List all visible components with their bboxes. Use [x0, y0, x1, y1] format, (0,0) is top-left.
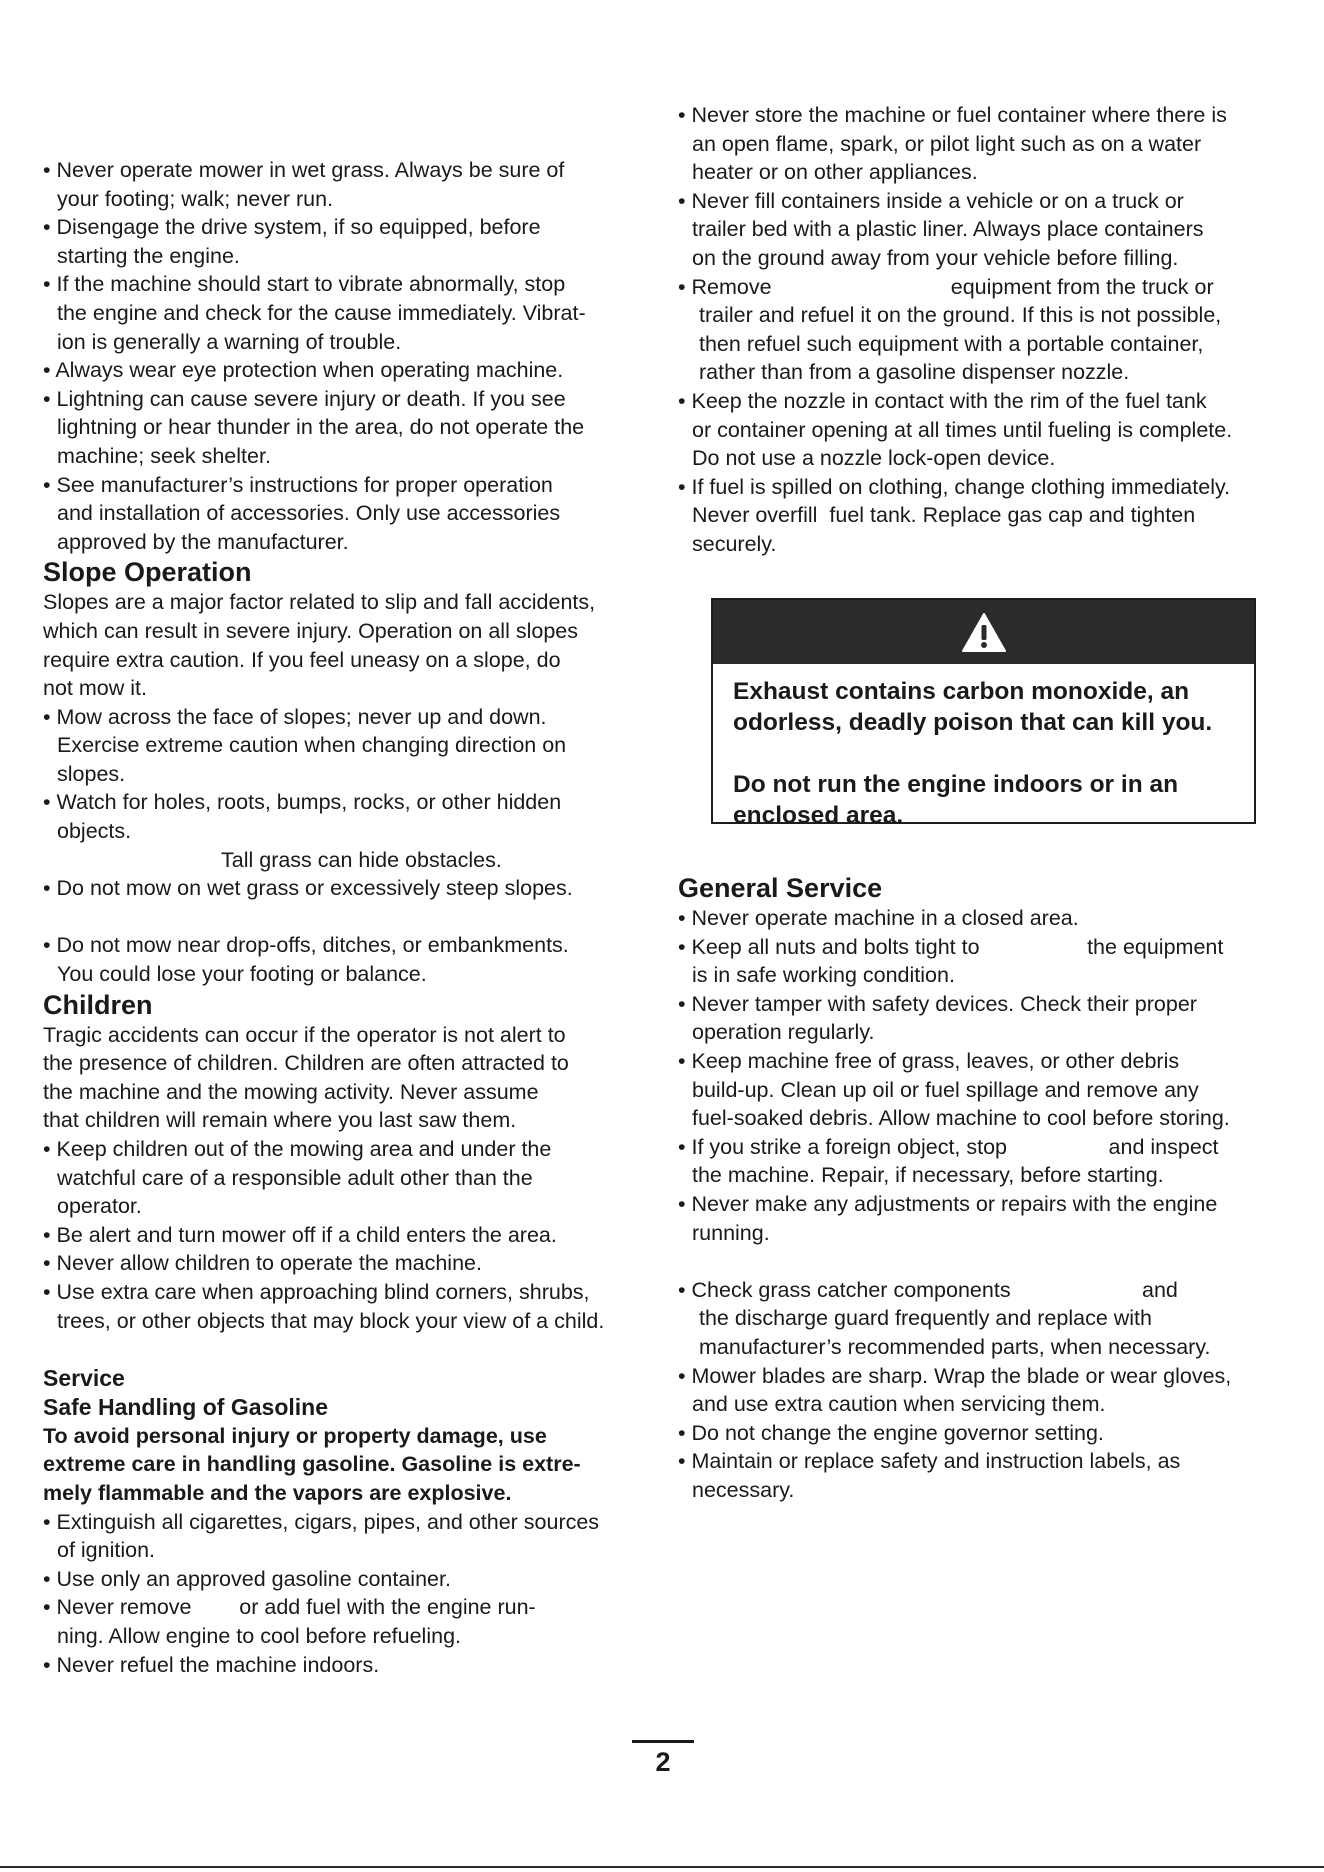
bullet-line: • Keep machine free of grass, leaves, or other debris: [678, 1048, 1180, 1073]
section-heading: General Service: [678, 873, 883, 903]
text-line: trailer and refuel it on the ground. If this is not possible,: [699, 303, 1222, 328]
bullet-line: • Never remove or add fuel with the engine run-: [43, 1595, 536, 1620]
text-line: operator.: [57, 1194, 142, 1219]
text-line: operation regularly.: [692, 1020, 875, 1045]
bullet-line: • Do not change the engine governor setting.: [678, 1420, 1104, 1445]
bullet-line: • If you strike a foreign object, stop and inspect: [678, 1134, 1219, 1159]
right-column-bottom: [678, 872, 1314, 1504]
text-line: the engine and check for the cause immediately. Vibrat-: [57, 300, 586, 325]
bullet-line: • Never allow children to operate the machine.: [43, 1251, 482, 1276]
warning-line: [733, 738, 1254, 769]
text-line: Tragic accidents can occur if the operator is not alert to: [43, 1022, 566, 1047]
bullet-line: • Use extra care when approaching blind corners, shrubs,: [43, 1279, 590, 1304]
bullet-line: • Lightning can cause severe injury or death. If you see: [43, 386, 566, 411]
text-line: approved by the manufacturer.: [57, 529, 349, 554]
warning-text: [713, 664, 1254, 831]
subsection-heading: Safe Handling of Gasoline: [43, 1393, 328, 1420]
text-line: not mow it.: [43, 676, 147, 701]
bold-text-line: extreme care in handling gasoline. Gasoline is extre-: [43, 1452, 581, 1477]
text-line: necessary.: [692, 1477, 795, 1502]
section-heading: Children: [43, 989, 153, 1020]
bullet-line: • Never store the machine or fuel container where there is: [678, 103, 1227, 127]
page-number-rule: [632, 1740, 694, 1743]
text-line: the presence of children. Children are often attracted to: [43, 1051, 569, 1076]
text-line: an open flame, spark, or pilot light such as on a water: [692, 131, 1202, 156]
bullet-line: • Never operate mower in wet grass. Always be sure of: [43, 158, 565, 182]
text-line: which can result in severe injury. Operation on all slopes: [43, 618, 578, 643]
footer-rule: [0, 1866, 1324, 1868]
text-line: lightning or hear thunder in the area, do not operate the: [57, 415, 585, 440]
text-line: rather than from a gasoline dispenser nozzle.: [699, 360, 1130, 385]
bullet-line: • Be alert and turn mower off if a child enters the area.: [43, 1222, 557, 1247]
section-heading: Slope Operation: [43, 557, 252, 588]
warning-triangle-icon: [961, 611, 1007, 653]
text-line: Exercise extreme caution when changing direction on: [57, 733, 567, 758]
bullet-line: • Do not mow near drop-offs, ditches, or embankments.: [43, 933, 569, 958]
bullet-line: • Do not mow on wet grass or excessively steep slopes.: [43, 876, 573, 901]
bullet-line: • Check grass catcher components and: [678, 1277, 1178, 1302]
text-line: slopes.: [57, 761, 126, 786]
text-line: on the ground away from your vehicle before filling.: [692, 245, 1179, 270]
bullet-line: • Keep all nuts and bolts tight to the equipment: [678, 934, 1224, 959]
text-line: machine; seek shelter.: [57, 443, 271, 468]
warning-line: odorless, deadly poison that can kill you.: [733, 709, 1213, 736]
bold-text-line: To avoid personal injury or property damage, use: [43, 1423, 547, 1448]
warning-banner: [713, 600, 1254, 664]
bullet-line: • Mower blades are sharp. Wrap the blade or wear gloves,: [678, 1363, 1232, 1388]
bullet-line: • Mow across the face of slopes; never up and down.: [43, 704, 547, 729]
text-line: Do not use a nozzle lock-open device.: [692, 446, 1056, 471]
text-line: heater or on other appliances.: [692, 160, 978, 185]
text-line: build-up. Clean up oil or fuel spillage and remove any: [692, 1077, 1199, 1102]
text-line: fuel-soaked debris. Allow machine to cool before storing.: [692, 1106, 1230, 1131]
subsection-heading: Service: [43, 1364, 125, 1391]
text-line: securely.: [692, 531, 777, 556]
bullet-line: • See manufacturer’s instructions for proper operation: [43, 472, 553, 497]
text-line: ning. Allow engine to cool before refueling.: [57, 1623, 461, 1648]
text-line: Never overfill fuel tank. Replace gas cap and tighten: [692, 503, 1196, 528]
bullet-line: • Extinguish all cigarettes, cigars, pipes, and other sources: [43, 1509, 600, 1534]
text-line: trailer bed with a plastic liner. Always place containers: [692, 217, 1204, 242]
bullet-line: • If fuel is spilled on clothing, change clothing immediately.: [678, 474, 1231, 499]
bullet-line: • Keep children out of the mowing area and under the: [43, 1137, 552, 1161]
bullet-line: • Use only an approved gasoline container.: [43, 1566, 451, 1591]
bullet-line: • Never make any adjustments or repairs with the engine: [678, 1191, 1218, 1216]
text-line: ion is generally a warning of trouble.: [57, 329, 402, 354]
bullet-line: • Watch for holes, roots, bumps, rocks, or other hidden: [43, 790, 562, 815]
text-line: and installation of accessories. Only use accessories: [57, 501, 561, 526]
bold-text-line: mely flammable and the vapors are explosive.: [43, 1480, 512, 1505]
text-line: starting the engine.: [57, 243, 240, 268]
spacer: [678, 1247, 1314, 1276]
bullet-line: • Never fill containers inside a vehicle or on a truck or: [678, 188, 1184, 213]
text-line: the discharge guard frequently and replace with: [699, 1306, 1152, 1331]
warning-line: Exhaust contains carbon monoxide, an: [733, 678, 1190, 705]
text-line: objects.: [57, 819, 132, 844]
bullet-line: • Remove equipment from the truck or: [678, 274, 1214, 299]
text-line: that children will remain where you last saw them.: [43, 1108, 517, 1133]
text-line: trees, or other objects that may block your view of a child.: [57, 1308, 605, 1333]
bullet-line: • Maintain or replace safety and instruction labels, as: [678, 1449, 1181, 1474]
bullet-line: • Never tamper with safety devices. Check their proper: [678, 991, 1197, 1016]
text-line: require extra caution. If you feel uneasy on a slope, do: [43, 647, 561, 672]
warning-box: [711, 598, 1256, 829]
warning-line: Do not run the engine indoors or in an: [733, 771, 1179, 798]
text-line: Tall grass can hide obstacles.: [221, 847, 502, 872]
left-column: [43, 156, 673, 1679]
text-line: You could lose your footing or balance.: [57, 962, 427, 987]
spacer: [43, 903, 673, 932]
text-line: of ignition.: [57, 1538, 156, 1563]
text-line: running.: [692, 1220, 770, 1245]
text-line: then refuel such equipment with a portable container,: [699, 331, 1204, 356]
bullet-line: • Disengage the drive system, if so equipped, before: [43, 215, 541, 240]
bullet-line: • If the machine should start to vibrate abnormally, stop: [43, 272, 566, 297]
spacer: [43, 1335, 673, 1364]
text-line: Slopes are a major factor related to slip and fall accidents,: [43, 590, 596, 615]
text-line: is in safe working condition.: [692, 963, 955, 988]
bullet-line: • Always wear eye protection when operating machine.: [43, 358, 564, 383]
right-column: [678, 101, 1314, 559]
text-line: your footing; walk; never run.: [57, 186, 334, 211]
text-line: the machine and the mowing activity. Never assume: [43, 1079, 539, 1104]
text-line: and use extra caution when servicing them.: [692, 1392, 1106, 1417]
page-number: 2: [655, 1747, 671, 1777]
warning-line: enclosed area.: [733, 802, 904, 829]
text-line: manufacturer’s recommended parts, when necessary.: [699, 1334, 1211, 1359]
text-line: watchful care of a responsible adult other than the: [57, 1165, 533, 1190]
text-line: the machine. Repair, if necessary, before starting.: [692, 1163, 1164, 1188]
bullet-line: • Never operate machine in a closed area.: [678, 906, 1079, 930]
bullet-line: • Never refuel the machine indoors.: [43, 1652, 380, 1677]
bullet-line: • Keep the nozzle in contact with the rim of the fuel tank: [678, 388, 1207, 413]
right-column-top: [678, 101, 1314, 559]
text-line: or container opening at all times until fueling is complete.: [692, 417, 1233, 442]
